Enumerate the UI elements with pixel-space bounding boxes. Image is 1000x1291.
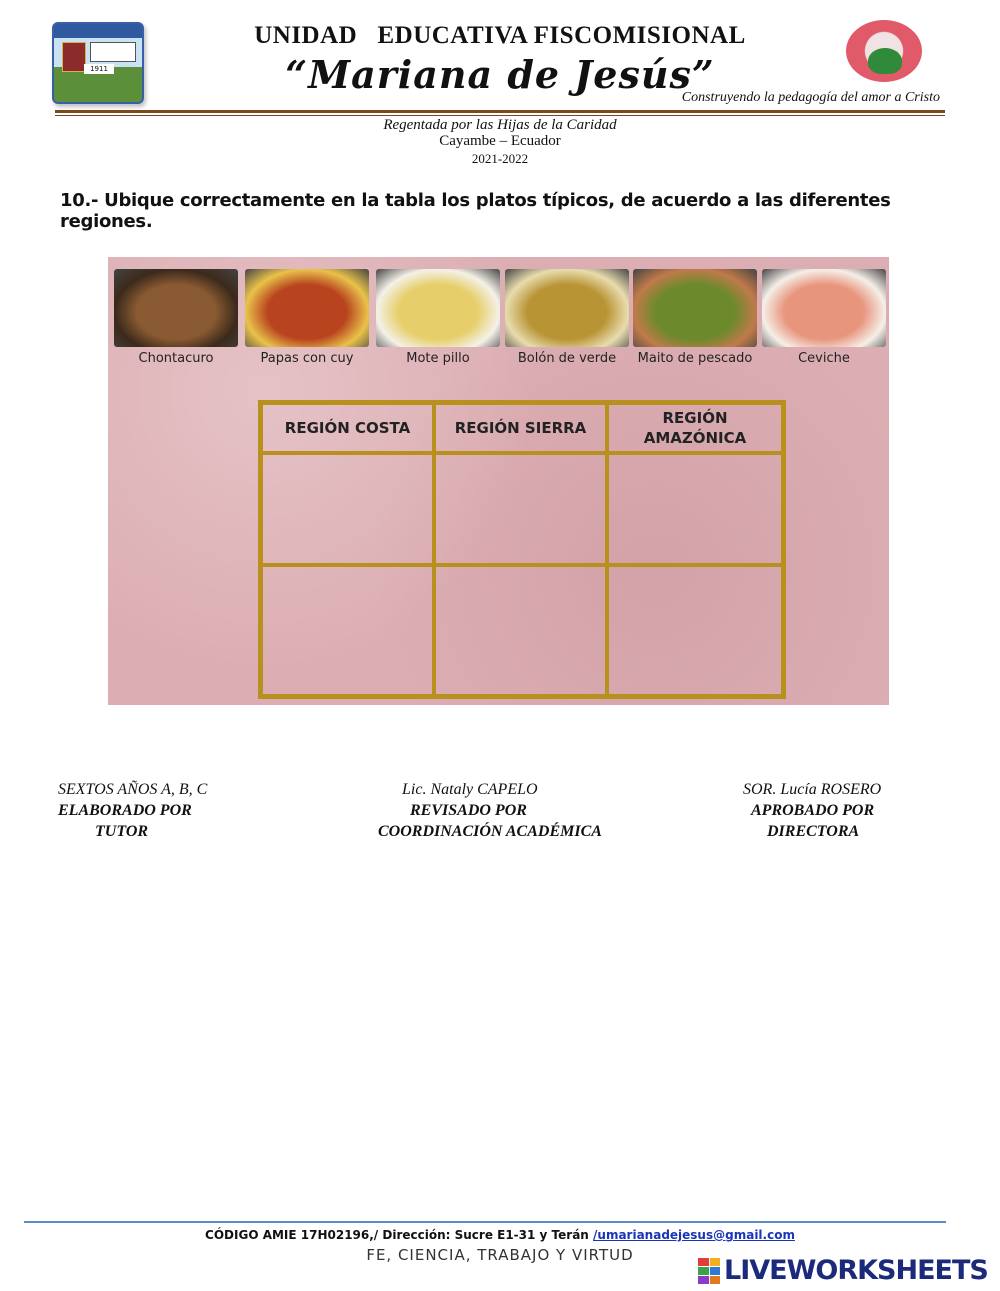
dish-label: Chontacuro (138, 351, 214, 366)
drop-zone-costa-1[interactable] (261, 453, 434, 565)
director-name: SOR. Lucía ROSERO (743, 781, 882, 798)
dish-label: Mote pillo (406, 351, 470, 366)
footer-address (0, 1228, 1000, 1242)
tutor-name: SEXTOS AÑOS A, B, C (58, 781, 208, 798)
dish-card-papas-con-cuy[interactable] (245, 269, 369, 366)
drop-zone-amazonica-1[interactable] (607, 453, 783, 565)
liveworksheets-wordmark: LIVEWORKSHEETS (724, 1255, 988, 1286)
director-role: APROBADO POR (751, 802, 875, 819)
dish-label: Bolón de verde (517, 351, 617, 366)
tutor-title: TUTOR (95, 823, 149, 840)
slogan: Construyendo la pedagogía del amor a Cristo (681, 90, 940, 105)
header-rule-thin (55, 115, 945, 116)
dish-photo-bolon-de-verde[interactable] (505, 269, 629, 347)
instruction-text: 10.- Ubique correctamente en la tabla los platos típicos, de acuerdo a las diferentes regiones. (60, 190, 891, 232)
crest-book (90, 42, 136, 62)
header-region-sierra: REGIÓN SIERRA (434, 403, 607, 453)
header-region-costa: REGIÓN COSTA (261, 403, 434, 453)
drop-zone-costa-2[interactable] (261, 565, 434, 696)
dish-card-ceviche[interactable] (762, 269, 886, 366)
city-line: Cayambe – Ecuador (439, 133, 561, 149)
regions-table (258, 400, 786, 699)
regentada-line: Regentada por las Hijas de la Caridad (383, 117, 617, 133)
footer-code-text: CÓDIGO AMIE 17H02196,/ Dirección: Sucre E1-31 y Terán (205, 1228, 594, 1242)
school-year: 2021-2022 (471, 151, 529, 166)
crest-year: 1911 (84, 64, 114, 74)
coordinator-name: Lic. Nataly CAPELO (402, 781, 538, 798)
liveworksheets-icon (698, 1258, 720, 1284)
dish-photo-papas-con-cuy[interactable] (245, 269, 369, 347)
school-crest-left (52, 22, 144, 104)
footer-rule (24, 1221, 946, 1223)
dish-card-bolon-de-verde[interactable] (505, 269, 629, 366)
liveworksheets-logo (698, 1256, 998, 1286)
coordinator-role: REVISADO POR (410, 802, 527, 819)
director-title: DIRECTORA (767, 823, 860, 840)
drop-zone-sierra-2[interactable] (434, 565, 607, 696)
dish-photo-maito-de-pescado[interactable] (633, 269, 757, 347)
drop-zone-amazonica-2[interactable] (607, 565, 783, 696)
header-rule (55, 110, 945, 113)
header-region-amazonica: REGIÓN AMAZÓNICA (607, 403, 783, 453)
activity-panel (108, 257, 889, 705)
tutor-role: ELABORADO POR (58, 802, 192, 819)
emblem-leaf (868, 48, 902, 74)
school-title: UNIDAD EDUCATIVA FISCOMISIONAL (254, 22, 746, 49)
coordinator-title: COORDINACIÓN ACADÉMICA (378, 823, 602, 840)
school-name: “Mariana de Jesús” (285, 52, 715, 97)
dish-photo-mote-pillo[interactable] (376, 269, 500, 347)
footer-email-link[interactable]: /umarianadejesus@gmail.com (593, 1228, 795, 1242)
dish-label: Ceviche (798, 351, 850, 366)
dish-photo-chontacuro[interactable] (114, 269, 238, 347)
dish-photo-ceviche[interactable] (762, 269, 886, 347)
drop-zone-sierra-1[interactable] (434, 453, 607, 565)
footer-motto: FE, CIENCIA, TRABAJO Y VIRTUD (366, 1246, 634, 1264)
charity-emblem-right (846, 20, 922, 82)
dish-card-chontacuro[interactable] (114, 269, 238, 366)
crest-portrait (62, 42, 86, 72)
dish-card-mote-pillo[interactable] (376, 269, 500, 366)
dish-card-maito-de-pescado[interactable] (633, 269, 757, 366)
dish-label: Maito de pescado (637, 351, 753, 366)
dish-label: Papas con cuy (260, 351, 354, 366)
